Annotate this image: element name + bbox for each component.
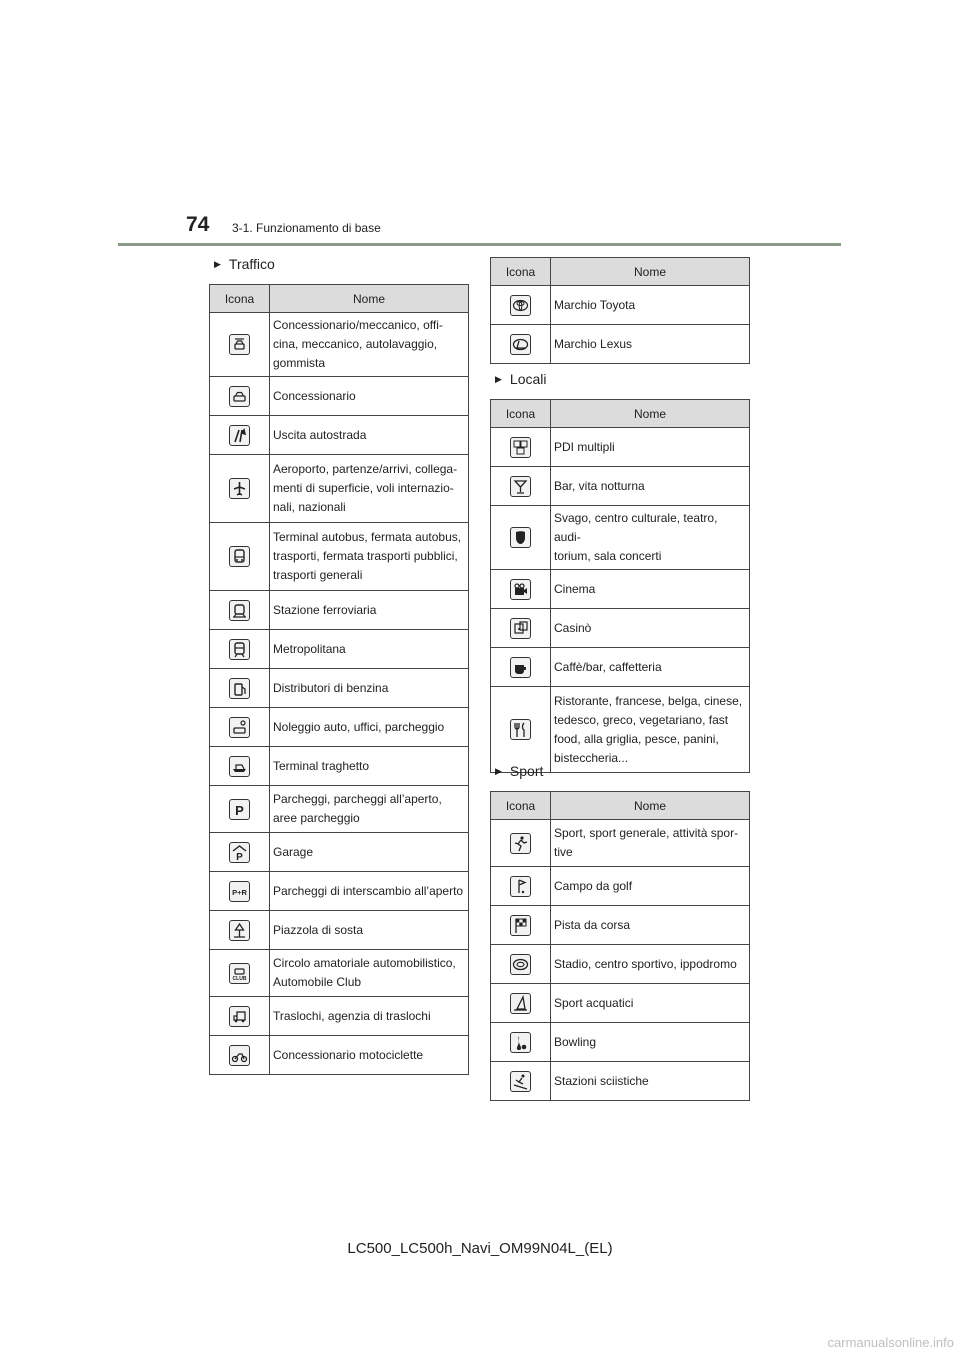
table-row (210, 950, 469, 997)
svg-text:P+R: P+R (232, 887, 247, 897)
ferry-icon (229, 756, 250, 777)
golf-icon (510, 876, 531, 897)
icon-cell (491, 820, 551, 867)
garage-icon (229, 842, 250, 863)
marchi-table (490, 257, 750, 364)
sport-table (490, 791, 750, 1101)
icon-cell (491, 467, 551, 506)
car-service-icon (229, 334, 250, 355)
car-rental-icon (229, 717, 250, 738)
icon-cell (210, 911, 270, 950)
table-row (491, 325, 750, 364)
table-row (491, 1062, 750, 1101)
name-cell: Ristorante, francese, belga, cinese, tedesco, greco, vegetariano, fast food, alla griglia, pesce, panini, bisteccheria... (551, 687, 750, 773)
icon-cell (491, 984, 551, 1023)
icon-cell (491, 428, 551, 467)
icon-cell (210, 872, 270, 911)
name-cell: Stazioni sciistiche (551, 1062, 750, 1101)
triangle-bullet-icon: ▶ (495, 373, 502, 384)
lexus-logo-icon (510, 334, 531, 355)
col-header-icon: Icona (491, 258, 551, 286)
metro-icon (229, 639, 250, 660)
stadium-icon (510, 954, 531, 975)
col-header-name: Nome (551, 792, 750, 820)
fuel-pump-icon (229, 678, 250, 699)
section-title: 3-1. Funzionamento di base (232, 221, 381, 235)
fork-knife-icon (510, 719, 531, 740)
icon-cell (210, 591, 270, 630)
icon-cell (210, 747, 270, 786)
car-dealer-icon (229, 386, 250, 407)
table-row (491, 428, 750, 467)
name-cell: Pista da corsa (551, 906, 750, 945)
triangle-bullet-icon: ▶ (495, 765, 502, 776)
water-sport-icon (510, 993, 531, 1014)
name-cell: Concessionario motociclette (270, 1036, 469, 1075)
icon-cell (491, 867, 551, 906)
icon-cell (491, 1023, 551, 1062)
page-number: 74 (186, 213, 210, 236)
name-cell: Stazione ferroviaria (270, 591, 469, 630)
name-cell: Bar, vita notturna (551, 467, 750, 506)
table-row (210, 416, 469, 455)
icon-cell (491, 325, 551, 364)
name-cell: Distributori di benzina (270, 669, 469, 708)
table-row (491, 467, 750, 506)
icon-cell (210, 523, 270, 591)
locali-table (490, 399, 750, 773)
col-header-name: Nome (551, 258, 750, 286)
icon-cell (210, 416, 270, 455)
svg-text:P: P (235, 802, 244, 818)
sport-general-icon (510, 833, 531, 854)
table-row (210, 997, 469, 1036)
table-row (210, 786, 469, 833)
triangle-bullet-icon: ▶ (214, 258, 221, 269)
table-row (210, 747, 469, 786)
train-station-icon (229, 600, 250, 621)
icon-cell (491, 945, 551, 984)
col-header-name: Nome (551, 400, 750, 428)
name-cell: Marchio Toyota (551, 286, 750, 325)
coffee-cup-icon (510, 657, 531, 678)
name-cell: Parcheggi di interscambio all’aperto (270, 872, 469, 911)
icon-cell (491, 570, 551, 609)
table-row (210, 708, 469, 747)
sport-heading (495, 763, 543, 779)
icon-cell (210, 630, 270, 669)
table-row (491, 984, 750, 1023)
multiple-poi-icon (510, 437, 531, 458)
col-header-icon: Icona (491, 792, 551, 820)
airplane-icon (229, 478, 250, 499)
name-cell: Uscita autostrada (270, 416, 469, 455)
park-and-ride-icon (229, 881, 250, 902)
name-cell: Circolo amatoriale automobilistico, Automobile Club (270, 950, 469, 997)
icon-cell (210, 997, 270, 1036)
name-cell: Garage (270, 833, 469, 872)
casino-dice-icon (510, 618, 531, 639)
document-code: LC500_LC500h_Navi_OM99N04L_(EL) (347, 1240, 613, 1257)
motorcycle-icon (229, 1045, 250, 1066)
table-row (491, 687, 750, 773)
locali-title: Locali (509, 371, 547, 387)
name-cell: Concessionario (270, 377, 469, 416)
icon-cell (210, 455, 270, 523)
table-row (491, 945, 750, 984)
name-cell: Stadio, centro sportivo, ippodromo (551, 945, 750, 984)
icon-cell (210, 313, 270, 377)
sport-title: Sport (509, 763, 544, 779)
table-row (491, 570, 750, 609)
table-row (210, 669, 469, 708)
name-cell: Aeroporto, partenze/arrivi, collega- menti di superficie, voli internazio- nali, nazionali (270, 455, 469, 523)
table-row (491, 609, 750, 648)
table-row (210, 377, 469, 416)
table-row (210, 1036, 469, 1075)
name-cell: Concessionario/meccanico, offi- cina, meccanico, autolavaggio, gommista (270, 313, 469, 377)
table-row (491, 286, 750, 325)
icon-cell (210, 708, 270, 747)
name-cell: Campo da golf (551, 867, 750, 906)
table-row (210, 455, 469, 523)
cocktail-icon (510, 476, 531, 497)
name-cell: Cinema (551, 570, 750, 609)
icon-cell (210, 669, 270, 708)
icon-cell (210, 833, 270, 872)
name-cell: Piazzola di sosta (270, 911, 469, 950)
table-row (210, 872, 469, 911)
highway-exit-icon (229, 425, 250, 446)
table-row (491, 820, 750, 867)
icon-cell (491, 906, 551, 945)
icon-cell (210, 1036, 270, 1075)
icon-cell (491, 286, 551, 325)
table-row (491, 506, 750, 570)
ski-icon (510, 1071, 531, 1092)
toyota-logo-icon (510, 295, 531, 316)
bus-icon (229, 546, 250, 567)
name-cell: Noleggio auto, uffici, parcheggio (270, 708, 469, 747)
icon-cell (491, 609, 551, 648)
bowling-icon (510, 1032, 531, 1053)
race-flag-icon (510, 915, 531, 936)
icon-cell (491, 1062, 551, 1101)
icon-cell (491, 687, 551, 773)
col-header-icon: Icona (210, 285, 270, 313)
svg-text:CLUB: CLUB (232, 975, 247, 982)
table-row (210, 523, 469, 591)
traffico-heading (214, 256, 275, 272)
theater-mask-icon (510, 527, 531, 548)
locali-heading (495, 371, 547, 387)
traffico-table (209, 284, 469, 1075)
name-cell: Parcheggi, parcheggi all’aperto, aree parcheggio (270, 786, 469, 833)
name-cell: Terminal autobus, fermata autobus, trasporti, fermata trasporti pubblici, trasporti generali (270, 523, 469, 591)
name-cell: PDI multipli (551, 428, 750, 467)
icon-cell (210, 786, 270, 833)
icon-cell (491, 506, 551, 570)
svg-text:P: P (236, 851, 243, 862)
name-cell: Casinò (551, 609, 750, 648)
name-cell: Sport acquatici (551, 984, 750, 1023)
table-row (491, 906, 750, 945)
table-row (210, 911, 469, 950)
name-cell: Traslochi, agenzia di traslochi (270, 997, 469, 1036)
car-club-icon (229, 963, 250, 984)
parking-icon (229, 799, 250, 820)
table-row (491, 1023, 750, 1062)
table-row (491, 648, 750, 687)
name-cell: Sport, sport generale, attività spor- tive (551, 820, 750, 867)
name-cell: Terminal traghetto (270, 747, 469, 786)
table-row (210, 833, 469, 872)
table-row (210, 591, 469, 630)
watermark: carmanualsonline.info (827, 1335, 954, 1350)
name-cell: Caffè/bar, caffetteria (551, 648, 750, 687)
name-cell: Metropolitana (270, 630, 469, 669)
name-cell: Bowling (551, 1023, 750, 1062)
table-row (491, 867, 750, 906)
movie-camera-icon (510, 579, 531, 600)
col-header-name: Nome (270, 285, 469, 313)
rest-area-icon (229, 920, 250, 941)
moving-truck-icon (229, 1006, 250, 1027)
traffico-title: Traffico (228, 256, 275, 272)
table-row (210, 630, 469, 669)
name-cell: Svago, centro culturale, teatro, audi- torium, sala concerti (551, 506, 750, 570)
icon-cell (210, 950, 270, 997)
table-row (210, 313, 469, 377)
icon-cell (210, 377, 270, 416)
name-cell: Marchio Lexus (551, 325, 750, 364)
header-divider (118, 243, 841, 246)
col-header-icon: Icona (491, 400, 551, 428)
icon-cell (491, 648, 551, 687)
